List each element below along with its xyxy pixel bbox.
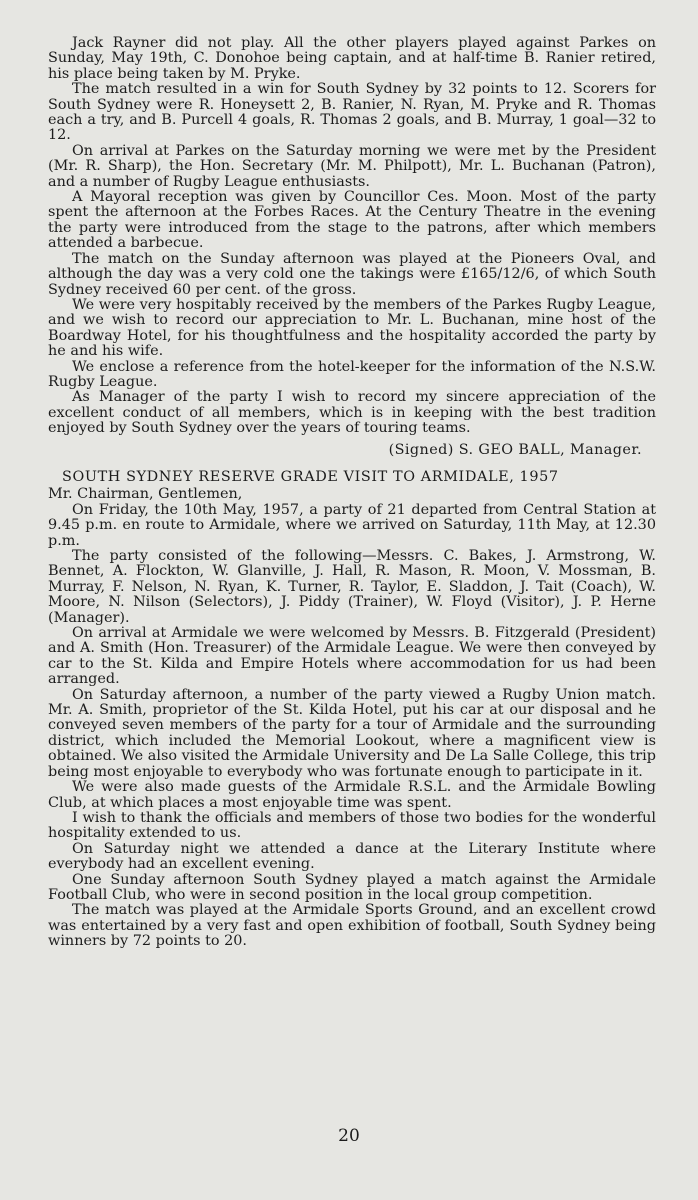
paragraph: A Mayoral reception was given by Councillor Ces. Moon. Most of the party spent the afternoon at the Forbes Races. At the Century Theatre in the evening the party were introduced from the stage to the patrons, after which members attended a barbecue. [48,189,656,252]
paragraph: On arrival at Armidale we were welcomed by Messrs. B. Fitzgerald (President) and A. Smith (Hon. Treasurer) of the Armidale League. We were then conveyed by car to the St. Kilda and Empire Hotels where accommodation for us had been arranged. [48,625,656,688]
body-text [48,36,656,950]
paragraph: We were also made guests of the Armidale R.S.L. and the Armidale Bowling Club, at which places a most enjoyable time was spent. [48,779,656,811]
paragraph: On Friday, the 10th May, 1957, a party of 21 departed from Central Station at 9.45 p.m. en route to Armidale, where we arrived on Saturday, 11th May, at 12.30 p.m. [48,501,656,549]
paragraph: As Manager of the party I wish to record my sincere appreciation of the excellent conduct of all members, which is in keeping with the best tradition enjoyed by South Sydney over the years of touring teams. [48,389,656,437]
paragraph: Jack Rayner did not play. All the other players played against Parkes on Sunday, May 19th, C. Donohoe being captain, and at half-time B. Ranier retired, his place being taken by M. Pryke. [48,35,656,82]
paragraph: On Saturday night we attended a dance at the Literary Institute where everybody had an excellent evening. [48,840,656,873]
paragraph: We were very hospitably received by the members of the Parkes Rugby League, and we wish to record our appreciation to Mr. L. Buchanan, mine host of the Boardway Hotel, for his thoughtfulness and the hospitality accorded the party by he and his wife. [48,296,656,360]
paragraph: The match on the Sunday afternoon was played at the Pioneers Oval, and although the day was a very cold one the takings were £165/12/6, of which South Sydney received 60 per cent. of the gross. [48,250,656,298]
paragraph: On arrival at Parkes on the Saturday morning we were met by the President (Mr. R. Sharp), the Hon. Secretary (Mr. M. Philpott), Mr. L. Buchanan (Patron), and a number of Rugby League enthusiasts. [48,142,656,190]
paragraph: We enclose a reference from the hotel-keeper for the information of the N.S.W. Rugby League. [48,358,656,390]
paragraph: One Sunday afternoon South Sydney played a match against the Armidale Football Club, who were in second position in the local group competition. [48,871,656,903]
paragraph: I wish to thank the officials and members of those two bodies for the wonderful hospitality extended to us. [48,809,656,842]
page-number: 20 [338,1126,360,1146]
paragraph: The party consisted of the following—Messrs. C. Bakes, J. Armstrong, W. Bennet, A. Flockton, W. Glanville, J. Hall, R. Mason, R. Moon, V. Mossman, B. Murray, F. Nelson, N. Ryan, K. Turner, R. Taylor, E. Sladdon, J. Tait (Coach), W. Moore, N. Nilson (Selectors), J. Piddy (Trainer), W. Floyd (Visitor), J. P. Herne (Manager). [48,548,656,626]
manager-signature: (Signed) S. GEO BALL, Manager. [388,441,642,458]
paragraph: On Saturday afternoon, a number of the party viewed a Rugby Union match. Mr. A. Smith, proprietor of the St. Kilda Hotel, put his car at our disposal and he conveyed seven members of the party for a tour of Armidale and the surrounding district, which included the Memorial Lookout, where a magnificent view is obtained. We also visited the Armidale University and De La Salle College, this trip being most enjoyable to everybody who was fortunate enough to participate in it. [48,686,656,780]
paragraph: The match resulted in a win for South Sydney by 32 points to 12. Scorers for South Sydney were R. Honeysett 2, B. Ranier, N. Ryan, M. Pryke and R. Thomas each a try, and B. Purcell 4 goals, R. Thomas 2 goals, and B. Murray, 1 goal—32 to 12. [48,81,656,144]
salutation: Mr. Chairman, Gentlemen, [48,486,243,503]
section-heading: SOUTH SYDNEY RESERVE GRADE VISIT TO ARMIDALE, 1957 [62,468,559,485]
paragraph: The match was played at the Armidale Sports Ground, and an excellent crowd was entertained by a very fast and open exhibition of football, South Sydney being winners by 72 points to 20. [48,902,656,950]
